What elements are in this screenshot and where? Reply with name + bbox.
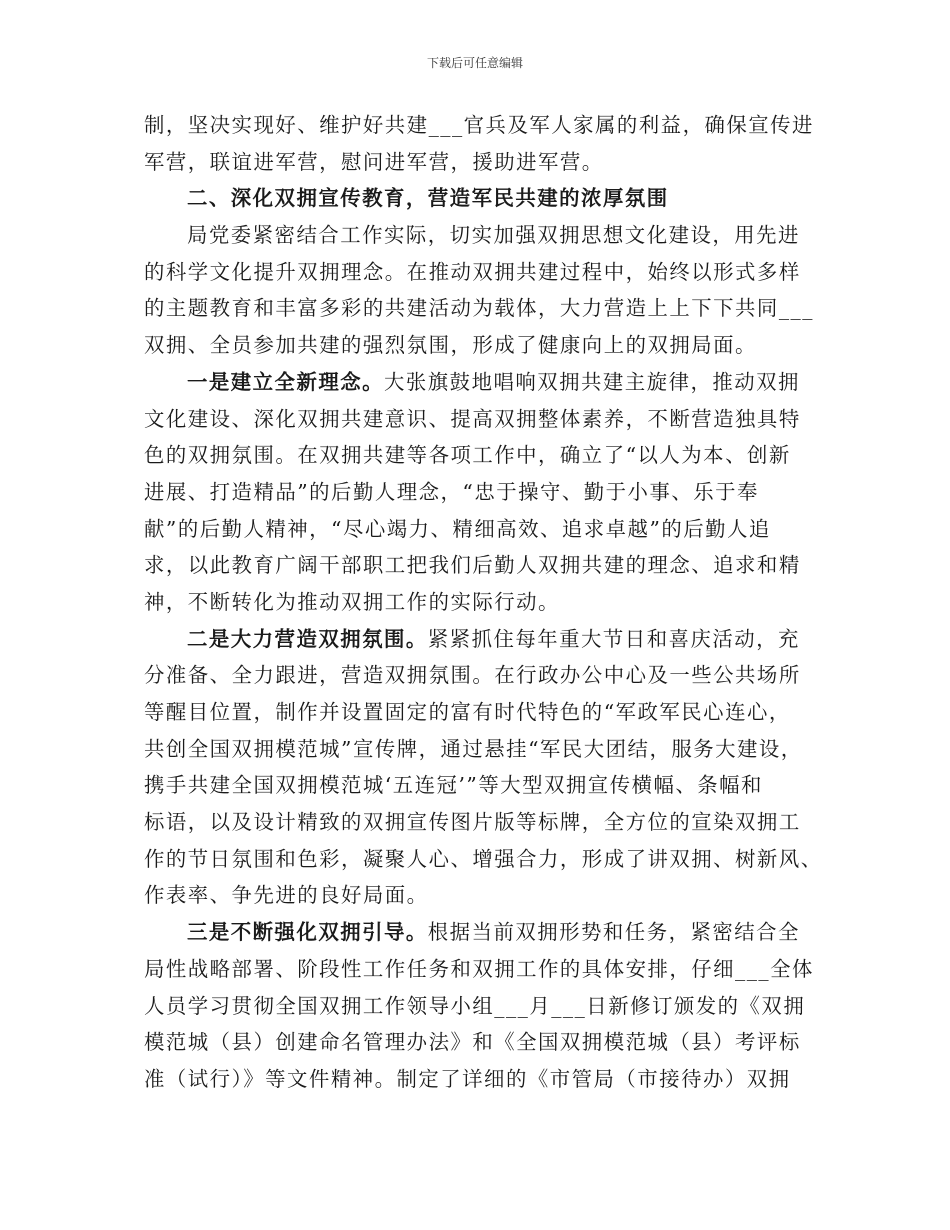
text-line bbox=[144, 290, 824, 327]
text-run: 根据当前双拥形势和任务，紧密结合全 bbox=[427, 920, 800, 945]
text-line bbox=[144, 254, 824, 291]
text-line bbox=[144, 144, 824, 181]
paragraph-lead: 一是建立全新理念。 bbox=[187, 369, 385, 394]
text-run: 大张旗鼓地唱响双拥共建主旋律，推动双拥 bbox=[384, 369, 800, 394]
text-line bbox=[144, 767, 824, 804]
text-run: 模范城（县）创建命名管理办法》和《全国双拥模范城（县）考评标 bbox=[144, 1030, 801, 1055]
text-run: 携手共建全国双拥模范城‘五连冠’”等大型双拥宣传横幅、条幅和 bbox=[144, 773, 763, 798]
text-run: 作的节日氛围和色彩，凝聚人心、增强合力，形成了讲双拥、树新风、 bbox=[144, 846, 823, 871]
document-body bbox=[144, 107, 824, 1098]
text-run: 的主题教育和丰富多彩的共建活动为载体，大力营造上上下下共同___ bbox=[144, 296, 814, 321]
text-run: 作表率、争先进的良好局面。 bbox=[144, 883, 429, 908]
text-line bbox=[144, 657, 824, 694]
text-line bbox=[144, 988, 824, 1025]
text-run: 局党委紧密结合工作实际，切实加强双拥思想文化建设，用先进 bbox=[187, 223, 800, 248]
paragraph-lead: 二是大力营造双拥氛围。 bbox=[187, 626, 428, 651]
text-line bbox=[144, 731, 824, 768]
text-line bbox=[144, 1061, 824, 1098]
text-line bbox=[144, 694, 824, 731]
text-run: 紧紧抓住每年重大节日和喜庆活动，充 bbox=[427, 626, 800, 651]
text-line bbox=[144, 511, 824, 548]
text-line bbox=[144, 621, 824, 658]
text-run: 共创全国双拥模范城”宣传牌，通过悬挂“军民大团结，服务大建设， bbox=[144, 736, 803, 761]
text-run: 准（试行）》等文件精神。制定了详细的《市管局（市接待办）双拥 bbox=[144, 1066, 791, 1091]
text-run: 双拥、全员参加共建的强烈氛围，形成了健康向上的双拥局面。 bbox=[144, 333, 757, 358]
text-run: 二、深化双拥宣传教育，营造军民共建的浓厚氛围 bbox=[187, 186, 669, 211]
text-line bbox=[144, 877, 824, 914]
text-run: 文化建设、深化双拥共建意识、提高双拥整体素养，不断营造独具特 bbox=[144, 406, 801, 431]
text-run: 军营，联谊进军营，慰问进军营，援助进军营。 bbox=[144, 149, 604, 174]
page-header: 下载后可任意编辑 bbox=[426, 56, 523, 70]
text-run: 神，不断转化为推动双拥工作的实际行动。 bbox=[144, 589, 560, 614]
text-line bbox=[144, 401, 824, 438]
text-run: 标语，以及设计精致的双拥宣传图片版等标牌，全方位的宣染双拥工 bbox=[144, 810, 801, 835]
text-run: 等醒目位置，制作并设置固定的富有时代特色的“军政军民心连心， bbox=[144, 700, 791, 724]
text-line bbox=[144, 584, 824, 621]
text-line bbox=[144, 914, 824, 951]
text-run: 献”的后勤人精神，“尽心竭力、精细高效、追求卓越”的后勤人追 bbox=[144, 516, 771, 541]
text-line bbox=[144, 217, 824, 254]
text-line bbox=[144, 364, 824, 401]
text-run: 分准备、全力跟进，营造双拥氛围。在行政办公中心及一些公共场所 bbox=[144, 663, 801, 688]
text-run: 色的双拥氛围。在双拥共建等各项工作中，确立了“以人为本、创新 bbox=[144, 443, 791, 468]
section-heading bbox=[144, 180, 824, 217]
text-line bbox=[144, 804, 824, 841]
text-run: 求，以此教育广阔干部职工把我们后勤人双拥共建的理念、追求和精 bbox=[144, 553, 801, 578]
text-line bbox=[144, 951, 824, 988]
text-run: 人员学习贯彻全国双拥工作领导小组___月___日新修订颁发的《双拥 bbox=[144, 993, 806, 1018]
text-run: 的科学文化提升双拥理念。在推动双拥共建过程中，始终以形式多样 bbox=[144, 259, 801, 284]
text-line bbox=[144, 437, 824, 474]
text-line bbox=[144, 841, 824, 878]
text-line bbox=[144, 1024, 824, 1061]
text-line bbox=[144, 107, 824, 144]
paragraph-lead: 三是不断强化双拥引导。 bbox=[187, 920, 428, 945]
text-line bbox=[144, 474, 824, 511]
text-line bbox=[144, 327, 824, 364]
text-line bbox=[144, 547, 824, 584]
text-run: 制，坚决实现好、维护好共建___官兵及军人家属的利益，确保宣传进 bbox=[144, 113, 814, 137]
text-run: 局性战略部署、阶段性工作任务和双拥工作的具体安排，仔细___全体 bbox=[144, 956, 814, 981]
text-run: 进展、打造精品”的后勤人理念，“忠于操守、勤于小事、乐于奉 bbox=[144, 479, 759, 504]
